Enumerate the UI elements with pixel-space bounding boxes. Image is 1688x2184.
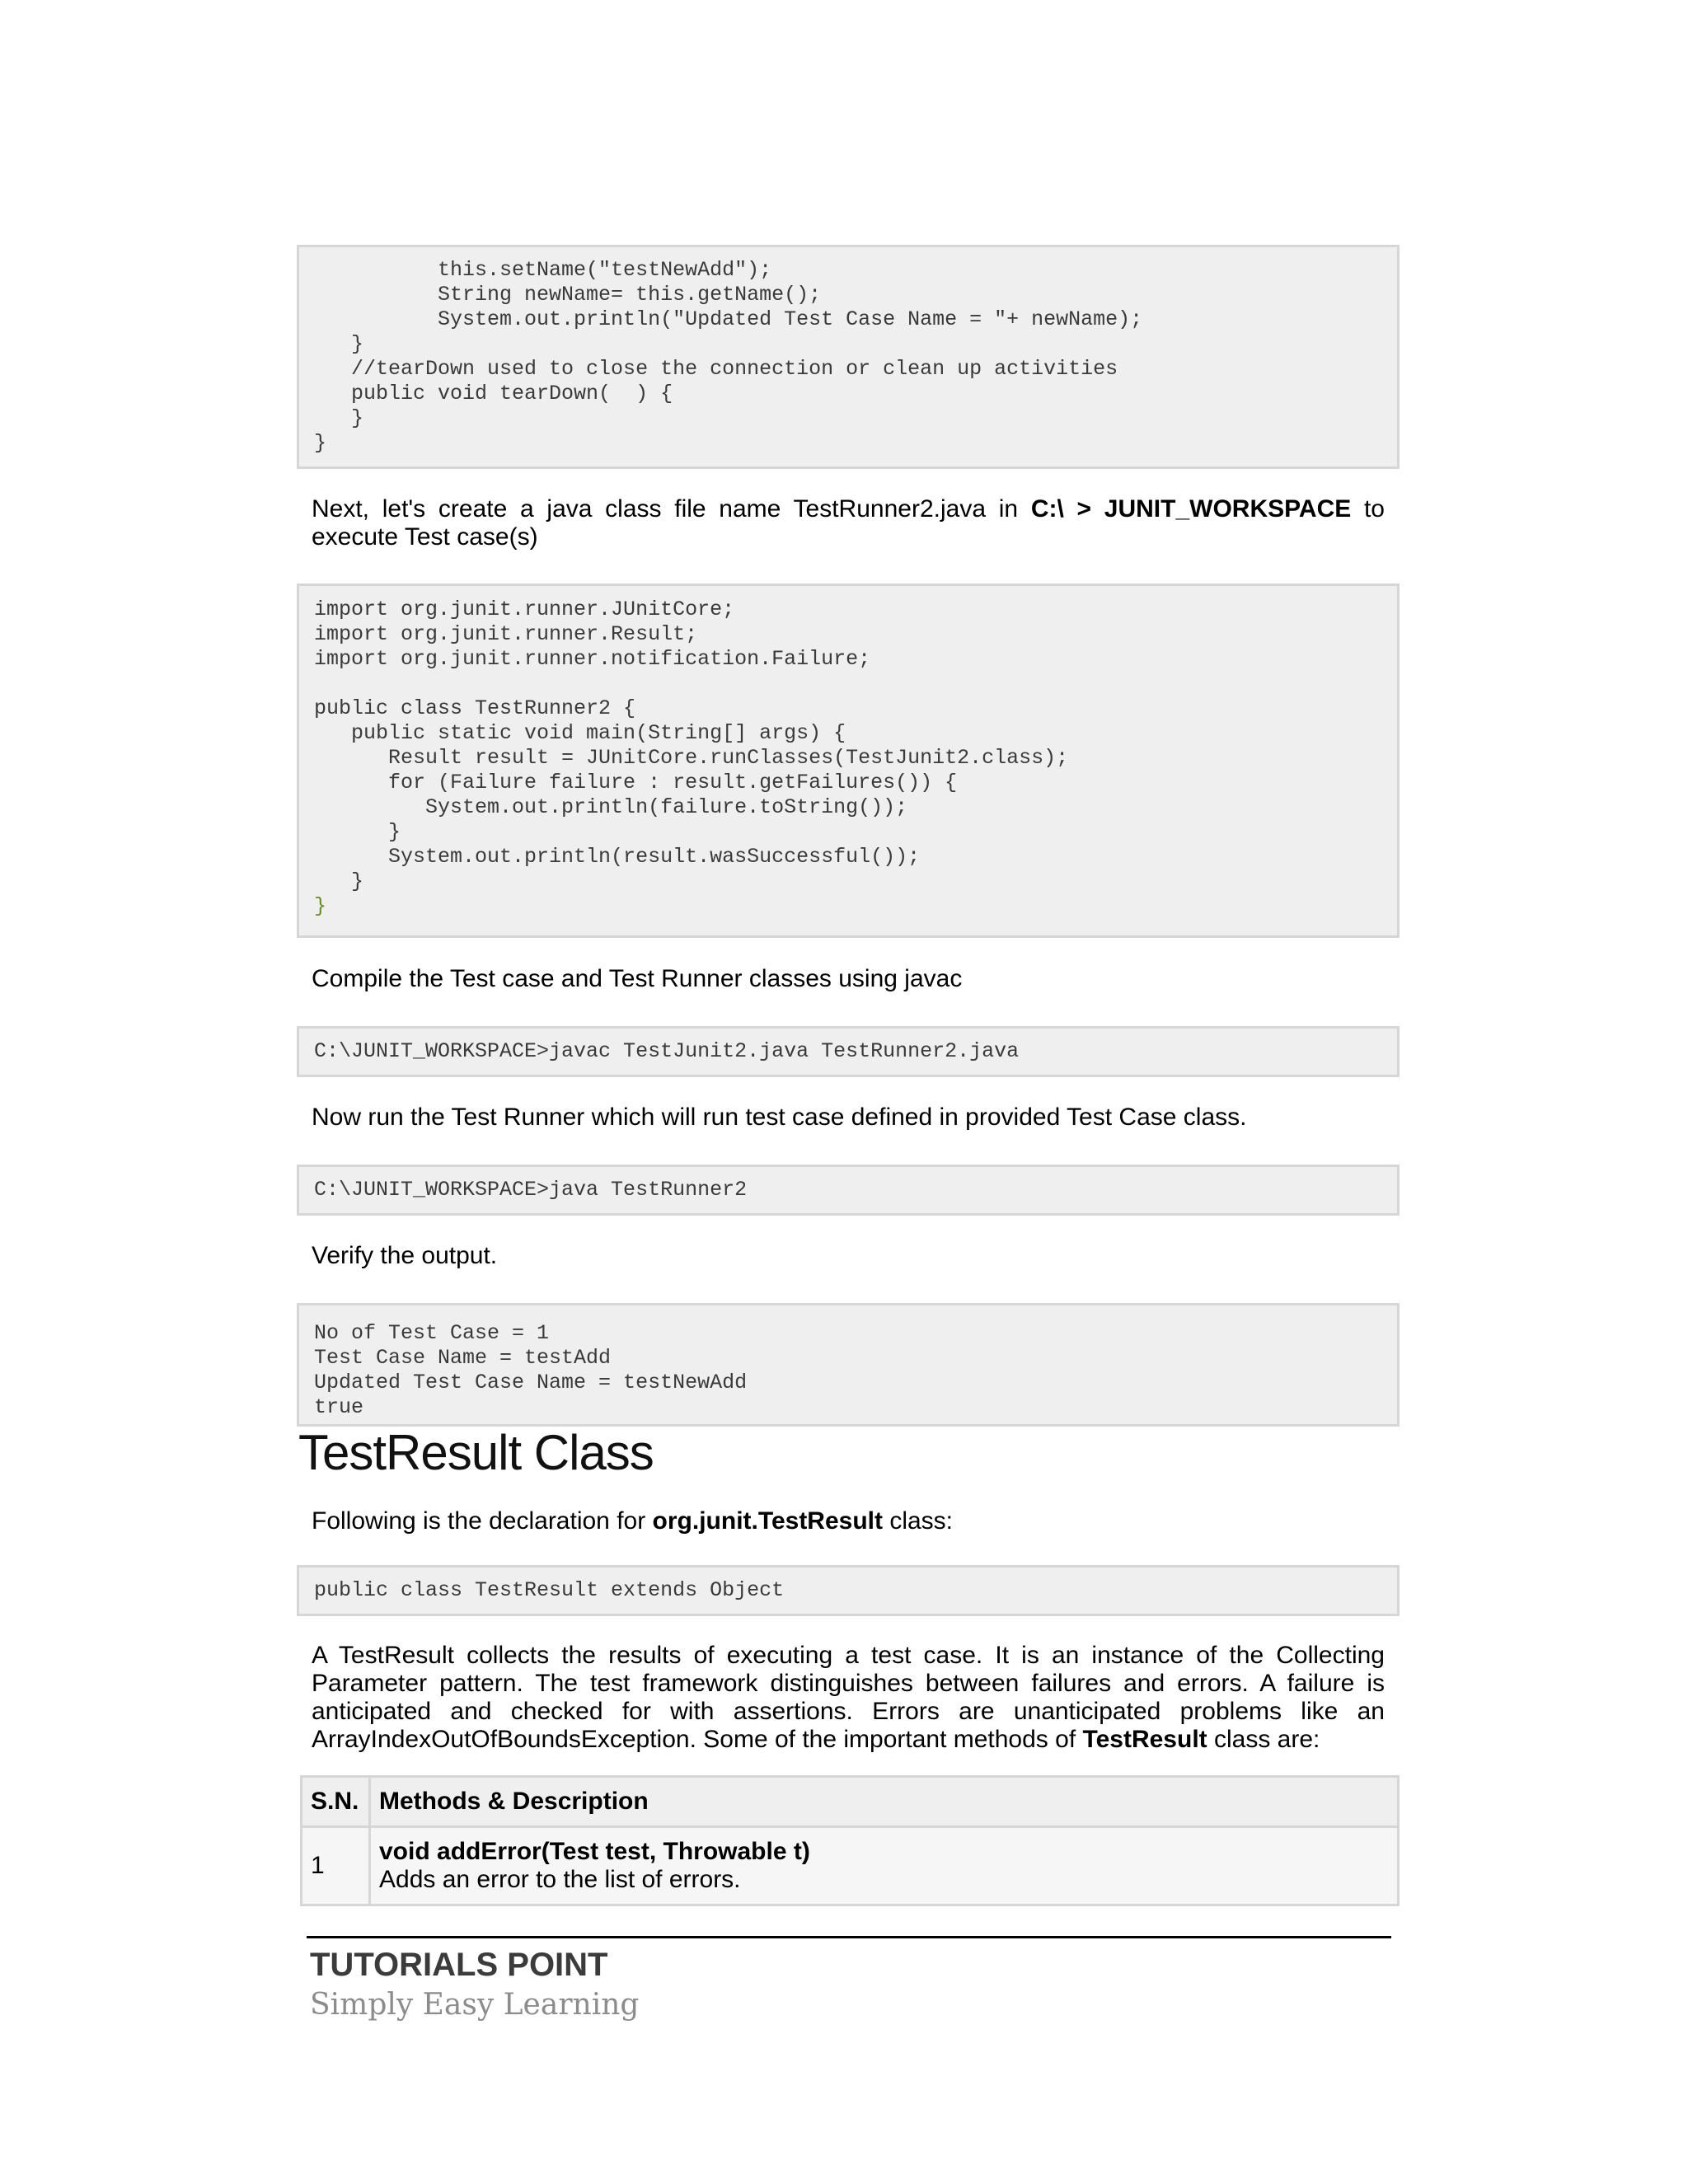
paragraph-create-testrunner2 [312, 495, 1385, 551]
class-name-bold: TestResult [1082, 1726, 1207, 1753]
code-block-testjunit2-end: this.setName("testNewAdd"); String newName= this.getName(); System.out.println("Updated Test Case Name = "+ newName); } //tearDown used to close the connection or clean up activities public void tearDown( ) { } } [297, 245, 1400, 469]
method-signature: void addError(Test test, Throwable t) [379, 1838, 810, 1865]
code-block-java-run: C:\JUNIT_WORKSPACE>java TestRunner2 [297, 1165, 1400, 1216]
paragraph-text: class: [883, 1507, 954, 1535]
paragraph-run: Now run the Test Runner which will run test case defined in provided Test Case class. [312, 1104, 1247, 1131]
table-row [302, 1827, 1399, 1905]
code-block-javac: C:\JUNIT_WORKSPACE>javac TestJunit2.java TestRunner2.java [297, 1026, 1400, 1077]
footer-brand: TUTORIALS POINT [310, 1947, 608, 1983]
method-description: Adds an error to the list of errors. [379, 1866, 741, 1893]
class-name-bold: org.junit.TestResult [652, 1507, 883, 1535]
cell-sn: 1 [302, 1827, 370, 1905]
code-block-testrunner2 [297, 583, 1400, 938]
paragraph-text: Next, let's create a java class file name TestRunner2.java in [312, 495, 1031, 523]
path-bold: C:\ > JUNIT_WORKSPACE [1030, 495, 1352, 523]
paragraph-text: A TestResult collects the results of executing a test case. It is an instance of the Collecting Parameter pattern. The test framework distinguishes between failures and errors. A failure is anticipated and checked for with assertions. Errors are unanticipated problems like an ArrayIndexOutOfBoundsException. Some of the important methods of [312, 1642, 1385, 1753]
footer-tagline: Simply Easy Learning [310, 1988, 640, 2022]
paragraph-text: class are: [1207, 1726, 1320, 1753]
paragraph-text: Following is the declaration for [312, 1507, 653, 1535]
table-header-row [302, 1777, 1399, 1827]
code-block-declaration: public class TestResult extends Object [297, 1565, 1400, 1616]
cell-method [370, 1827, 1399, 1905]
paragraph-declaration [312, 1507, 1385, 1535]
code-text: import org.junit.runner.JUnitCore; import org.junit.runner.Result; import org.junit.runner.notification.Failure; public class TestRunner2 { public static void main(String[] args) { Result result = JUnitCore.runClasses(TestJunit2.class); for (Failure failure : result.getFailures()) { System.out.println(failure.toString()); } System.out.println(result.wasSuccessful()); } [314, 598, 1069, 893]
paragraph-testresult-description [312, 1642, 1385, 1754]
code-closing-brace: } [314, 894, 327, 918]
header-sn: S.N. [302, 1777, 370, 1827]
footer-divider [307, 1936, 1391, 1938]
code-block-output: No of Test Case = 1 Test Case Name = testAdd Updated Test Case Name = testNewAdd true [297, 1303, 1400, 1427]
paragraph-verify: Verify the output. [312, 1242, 498, 1269]
header-methods: Methods & Description [370, 1777, 1399, 1827]
section-heading: TestResult Class [298, 1425, 654, 1480]
methods-table [300, 1775, 1400, 1906]
paragraph-text: to execute Test case(s) [312, 495, 1385, 551]
paragraph-compile: Compile the Test case and Test Runner classes using javac [312, 965, 963, 992]
